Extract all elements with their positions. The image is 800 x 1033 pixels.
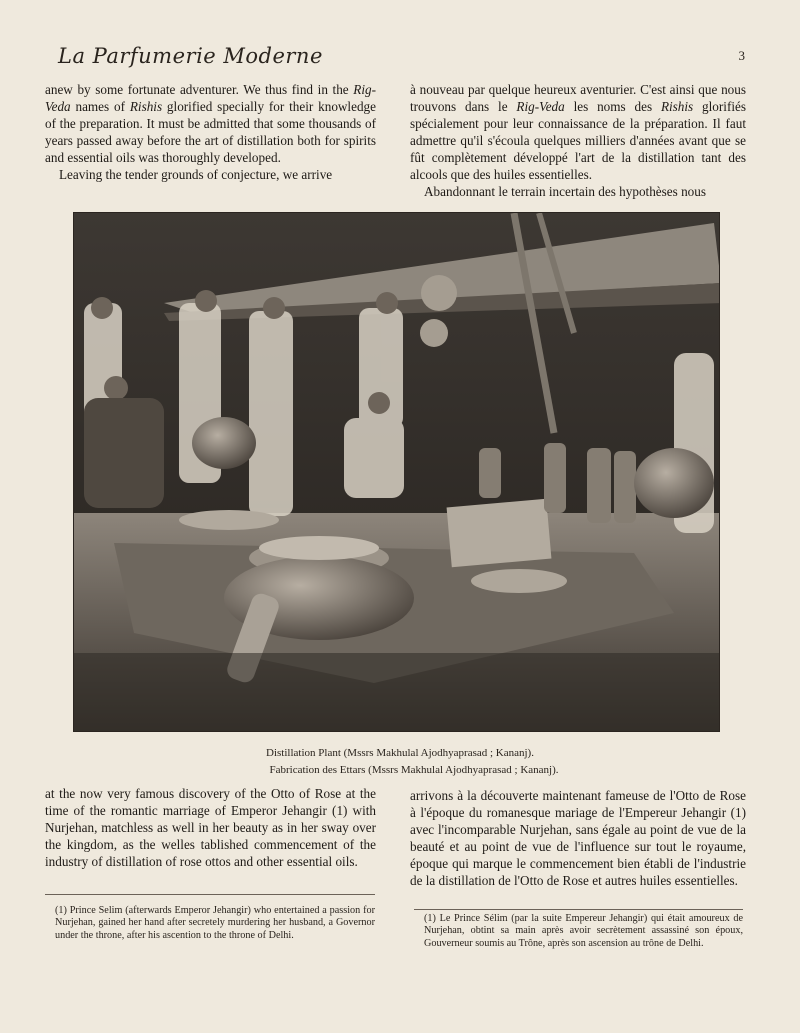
text-run: names of [70, 99, 130, 114]
caption-french: Fabrication des Ettars (Mssrs Makhulal Ajodhyaprasad ; Kananj). [269, 764, 559, 776]
text-run: à nouveau par quelque heureux aventurier. C'est ainsi que nous trouvons dans le [410, 82, 746, 114]
photo-illustration [74, 213, 720, 732]
french-paragraph-3: arrivons à la découverte maintenant fameuse de l'Otto de Rose à l'époque du romanesque mariage de l'Empereur Jehangir (1) avec l'incomparable Nurjehan, sans égale au point de vue de la beauté et au point de vue de l'influence sur tout le royaume, époque qui marque le commencement bien établi de l'industrie de la distillation de l'Otto de Rose et autres huiles essentielles. [410, 788, 746, 888]
french-column-top [410, 81, 746, 200]
french-column-bottom [410, 787, 746, 889]
italic-term-rig-veda: Rig-Veda [516, 99, 565, 114]
footnote-divider-english [45, 894, 375, 895]
footnote-french-text: (1) Le Prince Sélim (par la suite Empereur Jehangir) qui était amoureux de Nurjehan, obtint sa main après avoir secrètement assassiné son époux, Gouverneur soumis au Trône, après son ascension au trône de Delhi. [424, 913, 743, 949]
text-run: anew by some fortunate adventurer. We thus find in the [45, 82, 354, 97]
english-column-top [45, 81, 376, 183]
english-paragraph-2: Leaving the tender grounds of conjecture, we arrive [59, 167, 333, 182]
text-run: glorifiés spécialement pour leur connaissance de la préparation. Il faut admettre qu'il s'écoula quelques milliers d'années avant que se fût complètement développé l'art de la distillation tant des alcools que des huiles essentielles. [410, 99, 746, 182]
italic-term-rishis: Rishis [660, 99, 694, 114]
caption-english: Distillation Plant (Mssrs Makhulal Ajodhyaprasad ; Kananj). [266, 747, 534, 759]
english-paragraph-1 [45, 81, 376, 166]
text-run: glorified specially for their knowledge of the preparation. It must be admitted that some thousands of years passed away before the art of distillation both for spirits and essential oils was thoroughly developed. [45, 99, 376, 165]
italic-term-rig-veda: Rig-Veda [45, 82, 376, 114]
text-run: les noms des [564, 99, 661, 114]
footnote-english-text: (1) Prince Selim (afterwards Emperor Jehangir) who entertained a passion for Nurjehan, gained her hand after secretely murdering her husband, a Governor under the throne, after his ascention to the throne of Delhi. [55, 905, 375, 941]
photo-caption [0, 745, 800, 779]
page-number: 3 [738, 48, 745, 63]
english-paragraph-3: at the now very famous discovery of the Otto of Rose at the time of the romantic marriage of Emperor Jehangir (1) with Nurjehan, matchless as well in her beauty as in her sway over the kingdom, as the welles tablished commencement of the industry of distillation of rose ottos and other essential oils. [45, 786, 376, 869]
french-paragraph-2: Abandonnant le terrain incertain des hypothèses nous [424, 184, 706, 199]
clay-pot [192, 417, 256, 469]
footnote-french [414, 913, 743, 950]
footnote-english [45, 905, 375, 942]
english-column-bottom [45, 785, 376, 870]
french-paragraph-1 [410, 81, 746, 183]
masthead-title: La Parfumerie Moderne [58, 44, 323, 68]
distillation-plant-photograph [73, 212, 720, 732]
italic-term-rishis: Rishis [129, 99, 163, 114]
footnote-divider-french [414, 909, 743, 910]
